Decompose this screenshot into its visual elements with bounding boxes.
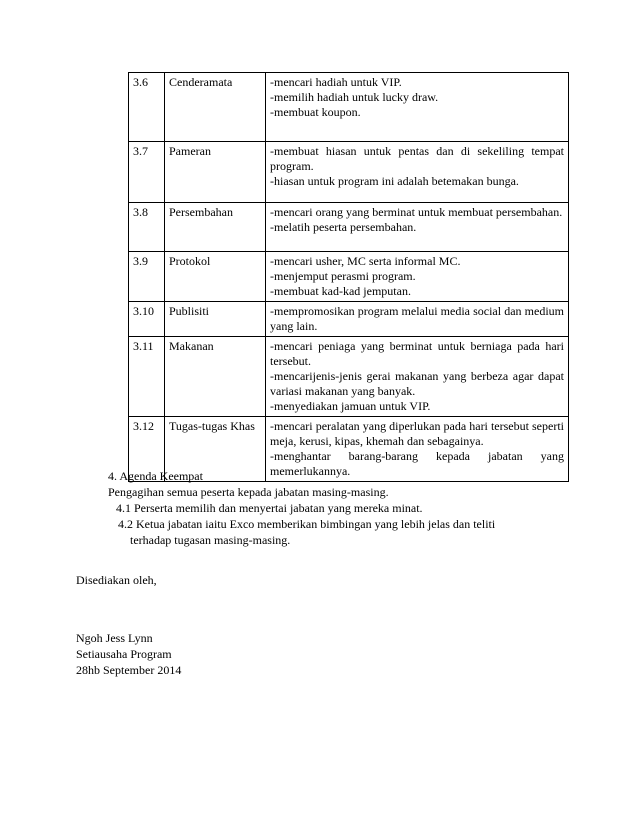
task-line: -hiasan untuk program ini adalah betemakan bunga. bbox=[270, 174, 519, 188]
section-number: 3.11 bbox=[129, 337, 165, 417]
section-number: 3.10 bbox=[129, 302, 165, 337]
agenda-heading: 4. Agenda Keempat bbox=[108, 469, 203, 483]
task-line: -menghantar barang-barang kepada jabatan yang memerlukannya. bbox=[270, 449, 564, 478]
task-description bbox=[266, 337, 569, 417]
task-line: -mencari peniaga yang berminat untuk berniaga pada hari tersebut. bbox=[270, 339, 564, 368]
table-row bbox=[129, 337, 569, 417]
agenda-item-4-1: 4.1 Perserta memilih dan menyertai jabatan yang mereka minat. bbox=[116, 501, 423, 515]
section-number: 3.9 bbox=[129, 252, 165, 302]
prepared-by-label: Disediakan oleh, bbox=[76, 573, 157, 587]
department-name: Protokol bbox=[165, 252, 266, 302]
author-role: Setiausaha Program bbox=[76, 647, 172, 661]
task-description bbox=[266, 302, 569, 337]
table-row bbox=[129, 203, 569, 252]
agenda-intro: Pengagihan semua peserta kepada jabatan masing-masing. bbox=[108, 485, 389, 499]
section-number: 3.8 bbox=[129, 203, 165, 252]
table-row bbox=[129, 73, 569, 142]
table-row bbox=[129, 302, 569, 337]
task-description bbox=[266, 142, 569, 203]
department-name: Makanan bbox=[165, 337, 266, 417]
table-row bbox=[129, 252, 569, 302]
table-row bbox=[129, 142, 569, 203]
task-line: -mencarijenis-jenis gerai makanan yang berbeza agar dapat variasi makanan yang banyak. bbox=[270, 369, 564, 398]
task-table bbox=[128, 72, 569, 482]
task-line: -membuat koupon. bbox=[270, 105, 361, 119]
department-name: Tugas-tugas Khas bbox=[165, 417, 266, 482]
signature-block bbox=[76, 630, 181, 678]
task-line: -membuat hiasan untuk pentas dan di sekeliling tempat program. bbox=[270, 144, 564, 173]
task-description bbox=[266, 73, 569, 142]
agenda-item-4-2: 4.2 Ketua jabatan iaitu Exco memberikan bimbingan yang lebih jelas dan teliti bbox=[118, 517, 496, 531]
section-number: 3.6 bbox=[129, 73, 165, 142]
task-line: -menyediakan jamuan untuk VIP. bbox=[270, 399, 431, 413]
task-line: -melatih peserta persembahan. bbox=[270, 220, 417, 234]
task-line: -mencari peralatan yang diperlukan pada hari tersebut seperti meja, kerusi, kipas, khemah dan sebagainya. bbox=[270, 419, 564, 448]
author-name: Ngoh Jess Lynn bbox=[76, 631, 153, 645]
task-description bbox=[266, 203, 569, 252]
section-number: 3.7 bbox=[129, 142, 165, 203]
task-line: -memilih hadiah untuk lucky draw. bbox=[270, 90, 439, 104]
department-name: Publisiti bbox=[165, 302, 266, 337]
department-name: Persembahan bbox=[165, 203, 266, 252]
task-line: -mempromosikan program melalui media social dan medium yang lain. bbox=[270, 304, 564, 333]
task-description bbox=[266, 252, 569, 302]
task-line: -menjemput perasmi program. bbox=[270, 269, 416, 283]
section-number: 3.12 bbox=[129, 417, 165, 482]
document-date: 28hb September 2014 bbox=[76, 663, 182, 677]
task-line: -mencari hadiah untuk VIP. bbox=[270, 75, 402, 89]
task-line: -mencari orang yang berminat untuk membuat persembahan. bbox=[270, 205, 563, 219]
task-line: -mencari usher, MC serta informal MC. bbox=[270, 254, 461, 268]
task-line: -membuat kad-kad jemputan. bbox=[270, 284, 411, 298]
department-name: Pameran bbox=[165, 142, 266, 203]
agenda-section bbox=[108, 468, 570, 548]
department-name: Cenderamata bbox=[165, 73, 266, 142]
agenda-item-4-2-cont: terhadap tugasan masing-masing. bbox=[130, 533, 291, 547]
